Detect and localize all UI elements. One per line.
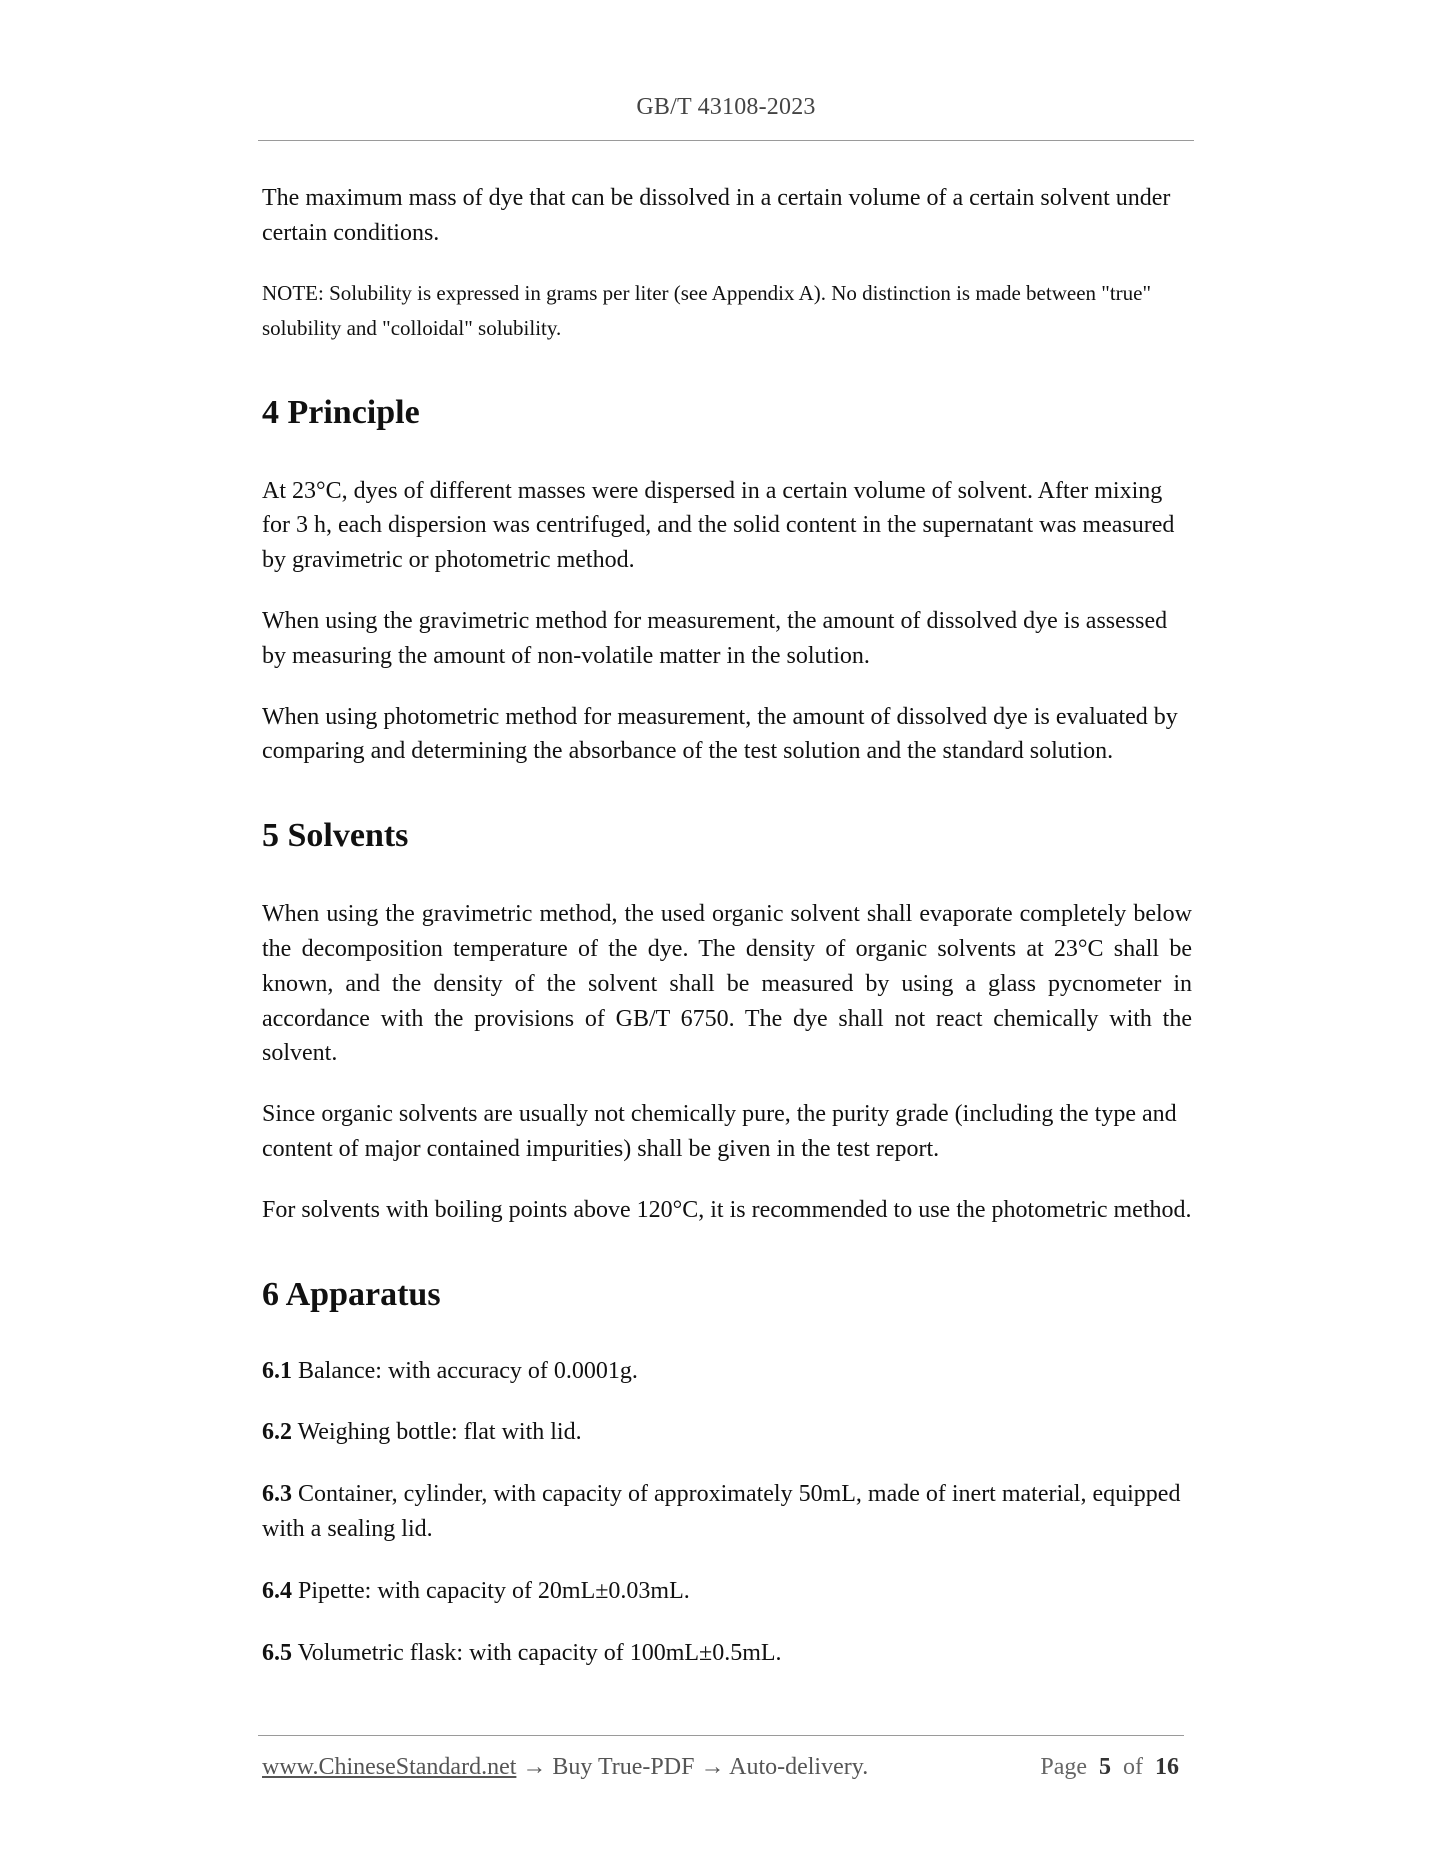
solvents-paragraph: For solvents with boiling points above 120°C, it is recommended to use the photometric method.	[262, 1196, 1192, 1223]
apparatus-item	[262, 1636, 1192, 1671]
page-label: Page	[1040, 1754, 1087, 1780]
clause-text: Volumetric flask: with capacity of 100mL±0.5mL.	[292, 1639, 782, 1666]
definition-note: NOTE: Solubility is expressed in grams per liter (see Appendix A). No distinction is made between "true" solubility and "colloidal" solubility.	[262, 280, 1152, 340]
apparatus-item	[262, 1354, 1192, 1389]
page-footer	[262, 1754, 1184, 1788]
clause-text: Pipette: with capacity of 20mL±0.03mL.	[292, 1577, 690, 1604]
apparatus-item	[262, 1415, 1192, 1450]
clause-number: 6.1	[262, 1357, 292, 1384]
page-content	[262, 181, 1192, 1697]
section-heading-principle: 4 Principle	[262, 393, 420, 431]
header-divider	[258, 140, 1194, 141]
page-number	[1040, 1754, 1179, 1781]
solvents-paragraph: When using the gravimetric method, the used organic solvent shall evaporate completely below the decomposition temperature of the dye. The density of organic solvents at 23°C shall be known, and the density of the solvent shall be measured by using a glass pycnometer in accordance with the provisions of GB/T 6750. The dye shall not react chemically with the solvent.	[262, 901, 1192, 1067]
principle-paragraph: When using the gravimetric method for measurement, the amount of dissolved dye is assessed by measuring the amount of non-volatile matter in the solution.	[262, 607, 1168, 669]
clause-text: Container, cylinder, with capacity of approximately 50mL, made of inert material, equipped with a sealing lid.	[262, 1481, 1181, 1542]
section-heading-apparatus: 6 Apparatus	[262, 1275, 441, 1313]
clause-number: 6.5	[262, 1639, 292, 1666]
principle-paragraph: When using photometric method for measurement, the amount of dissolved dye is evaluated by comparing and determining the absorbance of the test solution and the standard solution.	[262, 703, 1178, 765]
principle-paragraph: At 23°C, dyes of different masses were dispersed in a certain volume of solvent. After mixing for 3 h, each dispersion was centrifuged, and the solid content in the supernatant was measured by gravimetric or photometric method.	[262, 477, 1175, 574]
solvents-paragraph: Since organic solvents are usually not chemically pure, the purity grade (including the type and content of major contained impurities) shall be given in the test report.	[262, 1101, 1177, 1162]
header-standard-number: GB/T 43108-2023	[636, 94, 816, 120]
clause-number: 6.3	[262, 1481, 292, 1508]
section-heading-solvents: 5 Solvents	[262, 817, 409, 855]
of-label: of	[1123, 1754, 1143, 1780]
total-pages: 16	[1155, 1754, 1179, 1780]
clause-text: Balance: with accuracy of 0.0001g.	[292, 1357, 638, 1384]
definition-text: The maximum mass of dye that can be dissolved in a certain volume of a certain solvent under certain conditions.	[262, 185, 1171, 246]
clause-number: 6.4	[262, 1577, 292, 1604]
apparatus-item	[262, 1477, 1192, 1547]
current-page: 5	[1099, 1754, 1111, 1780]
footer-promo	[262, 1754, 868, 1781]
apparatus-item	[262, 1574, 1192, 1609]
footer-divider	[258, 1735, 1184, 1736]
clause-number: 6.2	[262, 1419, 292, 1446]
clause-text: Weighing bottle: flat with lid.	[292, 1419, 582, 1446]
footer-tagline: → Buy True-PDF → Auto-delivery.	[516, 1754, 869, 1780]
website-link[interactable]: www.ChineseStandard.net	[262, 1754, 517, 1780]
